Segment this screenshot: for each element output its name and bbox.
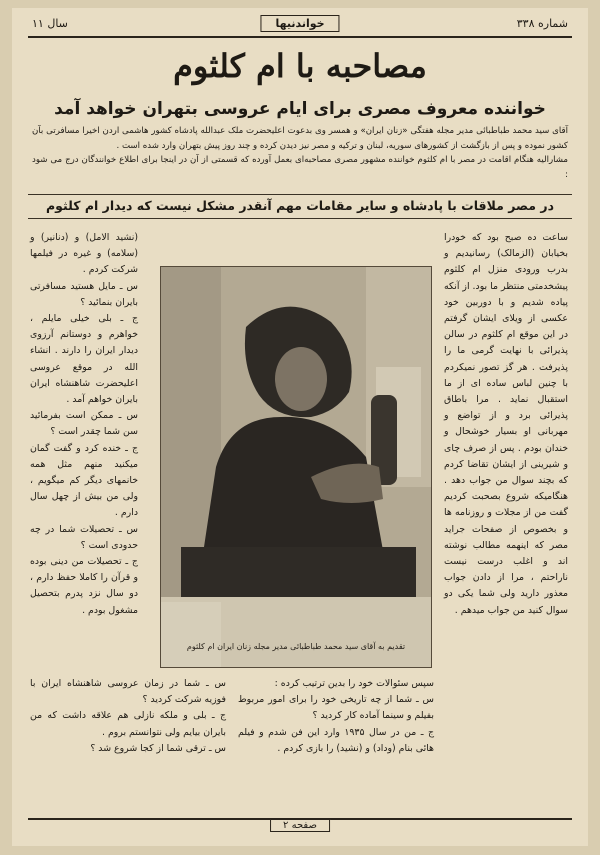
article-subtitle: خواننده معروف مصری برای ایام عروسی بتهران خواهد آمد (54, 99, 546, 119)
column-paragraph: ج ـ خنده کرد و گفت گمان میکنید منهم مثل همه خانمهای دیگر کم میگویم ، ولی من بیش از چهل سال دارم . (30, 442, 138, 519)
column-paragraph: س ـ ترقی شما از کجا شروع شد ؟ (90, 742, 226, 754)
page-header (28, 14, 572, 38)
column-paragraph: ج ـ بلی خیلی مایلم ، خواهرم و دوستانم آرزوی دیدار ایران را دارند . انشاء الله در موقع عروسی اعلیحضرت شاهنشاه ایران بایران خواهم آمد . (30, 313, 138, 406)
page-footer (28, 818, 572, 836)
section-divider (28, 194, 572, 195)
column-paragraph: س ـ ممکن است بفرمائید سن شما چقدر است ؟ (30, 410, 138, 438)
section-heading: در مصر ملاقات با پادشاه و سایر مقامات مهم آنقدر مشکل نیست که دیدار ام کلثوم (46, 198, 554, 213)
intro-paragraph: آقای سید محمد طباطبائی مدیر مجله هفتگی «زنان ایران» و همسر وی بدعوت اعلیحضرت ملک عبدالله پادشاه کشور هاشمی اردن اخیرا مسافرتی بآن کشور نموده و پس از بازگشت از کشورهای سوریه، لبنان و ترکیه و مصر نیز دیدن کرده و چند روز پیش بتهران وارد شده است . (32, 126, 568, 151)
section-divider (28, 218, 572, 219)
issue-number: شماره ۳۳۸ (516, 17, 568, 30)
intro-paragraph: مشارالیه هنگام اقامت در مصر با ام کلثوم خواننده مشهور مصری مصاحبه‌ای بعمل آورده که قسمتی از آن در اینجا برای اطلاع خوانندگان درج می شود : (32, 155, 568, 180)
right-column (444, 230, 568, 790)
bottom-right-column (238, 676, 434, 757)
column-paragraph: ج ـ تحصیلات من دینی بوده و قرآن را کاملا حفظ دارم ، دو سال نزد پدرم بتحصیل مشغول بودم . (30, 556, 138, 616)
portrait-image (161, 267, 431, 667)
column-paragraph: سپس سئوالات خود را بدین ترتیب کرده : (274, 678, 434, 689)
column-paragraph: ساعت ده صبح بود که خودرا بخیابان (الزمالک) رسانیدیم و بدرب ورودی منزل ام کلثوم پیشخدمتی منتظر ما بود. از آنکه پیاده شدیم و با دوربین خود عکسی از ویلای ایشان گرفتم در این موقع ام کلثوم در سالن پذیرائی با نهایت گرمی ما را پذیرفت . هر گز تصور نمیکردم با چنین لباس ساده ای از ما استقبال نماید . مرا باطاق پذیرائی برد و از تواضع و مهربانی او بسیار خوشحال و خندان بودم . پس از صرف چای و شیرینی از ایشان تقاضا کردم که بچند سوال من جواب دهد . هنگامیکه شروع بصحبت کردیم گفت من از مجلات و روزنامه ها و بخصوص از صفحات جراید مصر که اینهمه مطالب نوشته اند و اغلب درست نیست ناراحتم ، مرا از دادن جواب معذور دارید ولی شما یکی دو سوال کنید من جواب میدهم . (444, 232, 568, 616)
column-paragraph: س ـ مایل هستید مسافرتی بایران بنمائید ؟ (30, 280, 138, 308)
column-paragraph: س ـ تحصیلات شما در چه حدودی است ؟ (30, 523, 138, 551)
column-paragraph: ج ـ من در سال ۱۹۳۵ وارد این فن شدم و فیلم هائی بنام (وداد) و (نشید) را بازی کردم . (238, 726, 434, 754)
column-paragraph: (نشید الامل) و (دنانیر) و (سلامه) و غیره در فیلمها شرکت کردم . (30, 232, 138, 276)
column-paragraph: ج ـ بلی و ملکه نازلی هم علاقه داشت که من بایران بیایم ولی نتوانستم بروم . (30, 710, 226, 738)
article-intro (32, 124, 568, 182)
year-number: سال ۱۱ (32, 17, 68, 30)
column-paragraph: س ـ شما از چه تاریخی خود را برای امور مربوط بفیلم و سینما آماده کار کردید ؟ (238, 694, 434, 722)
left-column (30, 230, 138, 640)
portrait-photo (160, 266, 432, 668)
bottom-left-column (30, 676, 226, 757)
article-title: مصاحبه با ام کلثوم (173, 47, 427, 85)
column-paragraph: س ـ شما در زمان عروسی شاهنشاه ایران با فوزیه شرکت کردید ؟ (30, 678, 226, 706)
magazine-brand: خواندنیها (260, 15, 339, 32)
page-number: صفحه ۲ (270, 819, 330, 832)
photo-caption: تقدیم به آقای سید محمد طباطبائی مدیر مجله زنان ایران ام کلثوم (186, 642, 406, 651)
magazine-page (12, 8, 588, 846)
